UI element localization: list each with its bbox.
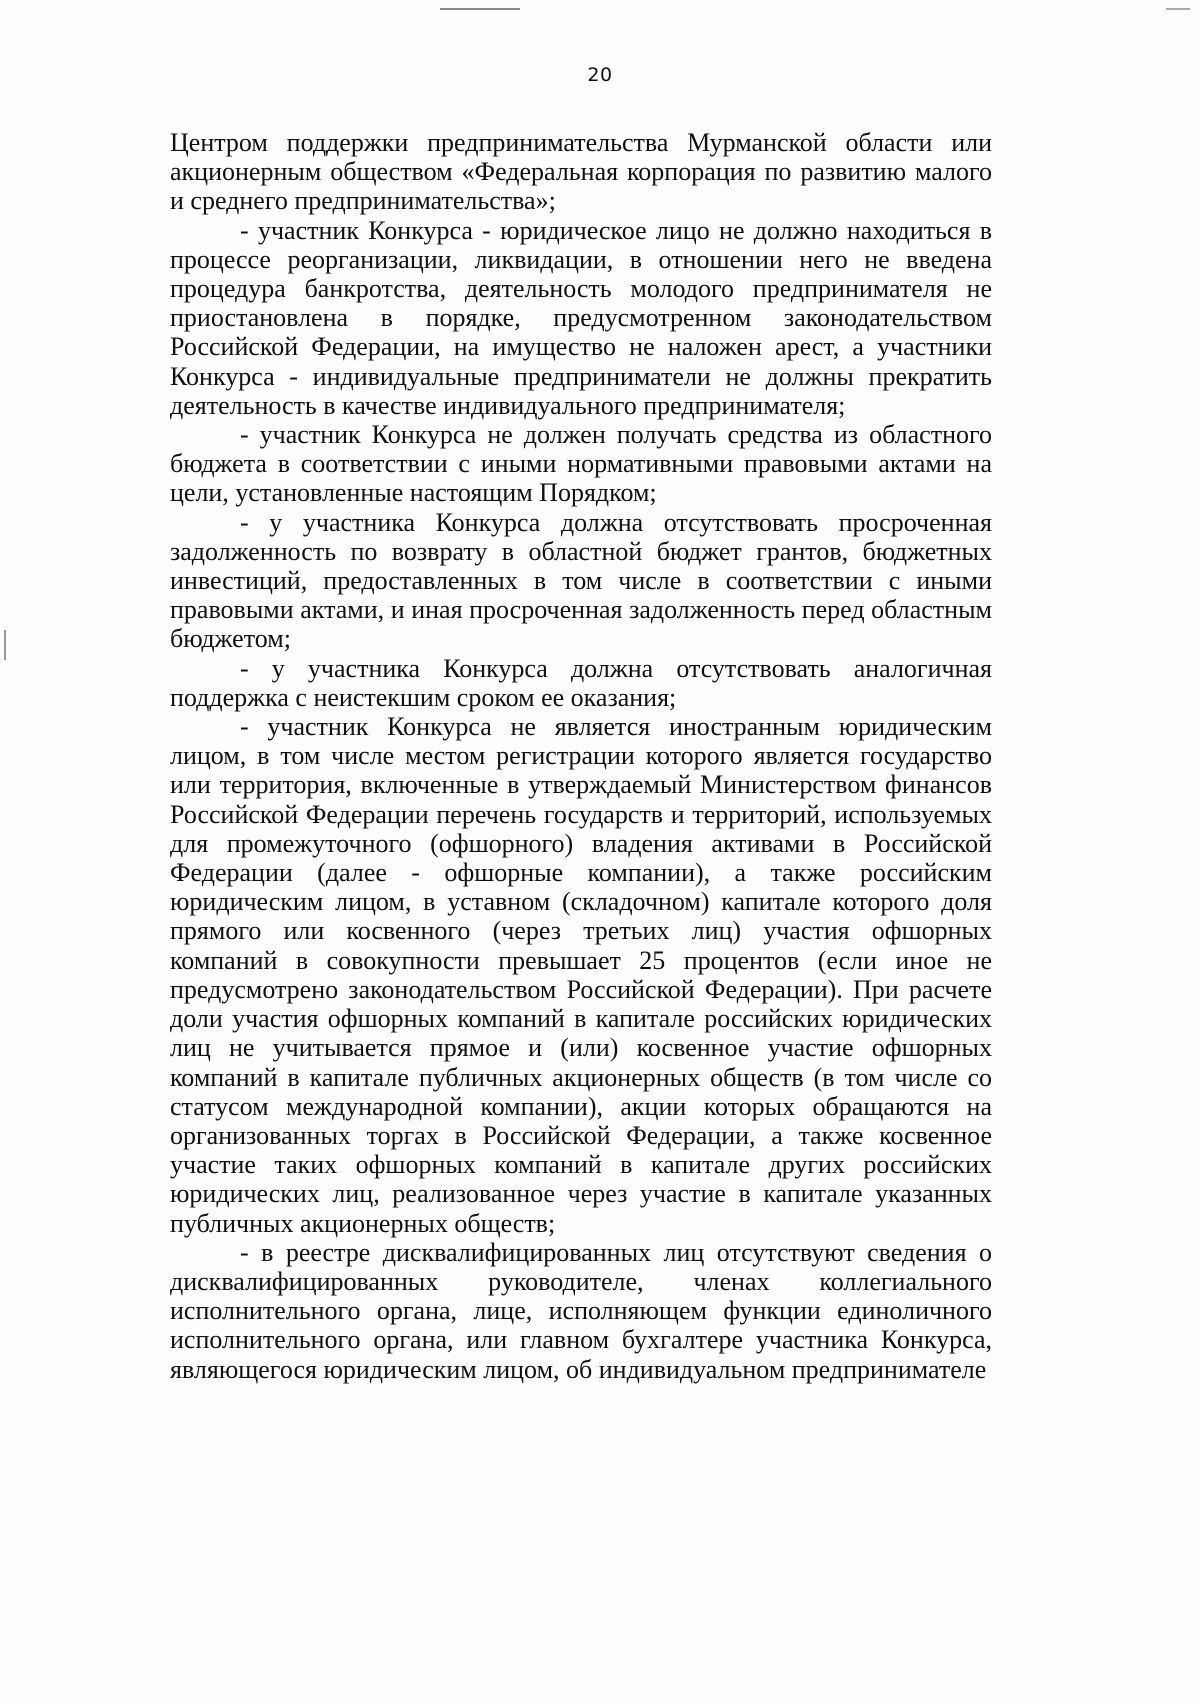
scan-artifact-top [440,8,520,10]
scan-artifact-left [4,630,6,660]
document-body [170,128,992,1384]
paragraph-similar-support: - у участника Конкурса должна отсутствовать аналогичная поддержка с неистекшим сроком ее оказания; [170,653,992,712]
paragraph-continuation: Центром поддержки предпринимательства Мурманской области или акционерным обществом «Федеральная корпорация по развитию малого и среднего предпринимательства»; [170,128,992,216]
paragraph-reorganization: - участник Конкурса - юридическое лицо не должно находиться в процессе реорганизации, ликвидации, в отношении него не введена процедура банкротства, деятельность молодого предпринимателя не приостановлена в порядке, предусмотренном законодательством Российской Федерации, на имущество не наложен арест, а участники Конкурса - индивидуальные предприниматели не должны прекратить деятельность в качестве индивидуального предпринимателя; [170,215,992,420]
paragraph-offshore: - участник Конкурса не является иностранным юридическим лицом, в том числе местом регистрации которого является государство или территория, включенные в утверждаемый Министерством финансов Российской Федерации перечень государств и территорий, используемых для промежуточного (офшорного) владения активами в Российской Федерации (далее - офшорные компании), а также российским юридическим лицом, в уставном (складочном) капитале которого доля прямого или косвенного (через третьих лиц) участия офшорных компаний в совокупности превышает 25 процентов (если иное не предусмотрено законодательством Российской Федерации). При расчете доли участия офшорных компаний в капитале российских юридических лиц не учитывается прямое и (или) косвенное участие офшорных компаний в капитале публичных акционерных обществ (в том числе со статусом международной компании), акции которых обращаются на организованных торгах в Российской Федерации, а также косвенное участие таких офшорных компаний в капитале других российских юридических лиц, реализованное через участие в капитале указанных публичных акционерных обществ; [170,712,992,1238]
paragraph-budget-funds: - участник Конкурса не должен получать средства из областного бюджета в соответствии с иными нормативными правовыми актами на цели, установленные настоящим Порядком; [170,420,992,508]
scan-artifact-top-right [1166,8,1190,10]
paragraph-overdue-debt: - у участника Конкурса должна отсутствовать просроченная задолженность по возврату в областной бюджет грантов, бюджетных инвестиций, предоставленных в том числе в соответствии с иными правовыми актами, и иная просроченная задолженность перед областным бюджетом; [170,507,992,654]
paragraph-disqualified: - в реестре дисквалифицированных лиц отсутствуют сведения о дисквалифицированных руководителе, членах коллегиального исполнительного органа, лице, исполняющем функции единоличного исполнительного органа, или главном бухгалтере участника Конкурса, являющегося юридическим лицом, об индивидуальном предпринимателе [170,1237,992,1384]
page-number: 20 [587,64,613,86]
